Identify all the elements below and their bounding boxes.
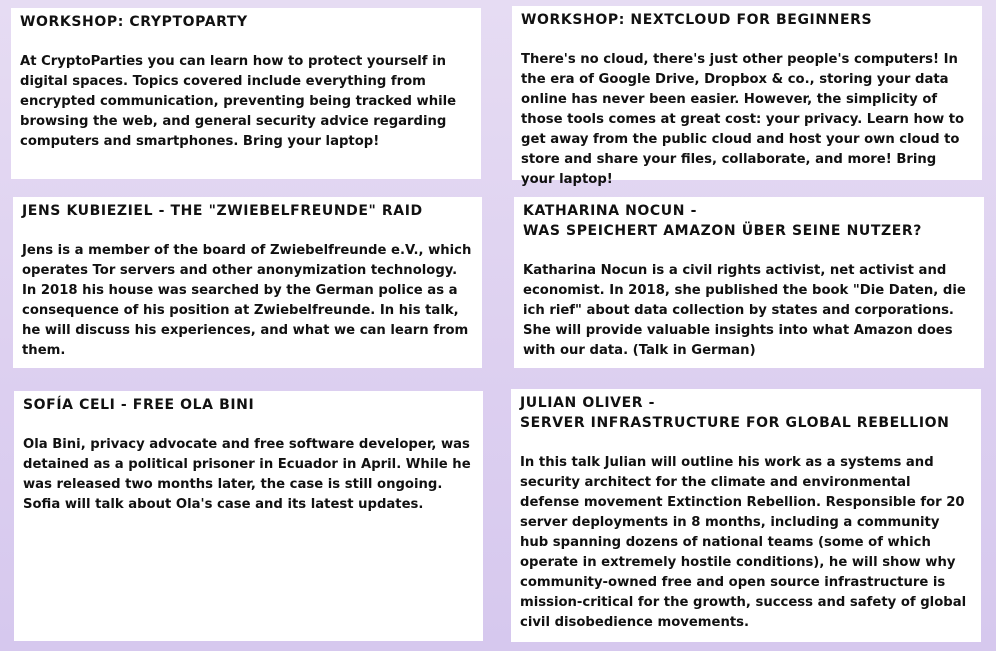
- event-description: There's no cloud, there's just other people's computers! In the era of Google Drive, Dropbox & co., storing your data online has never been easier. However, the simplicity of those tools comes at great cost: your privacy. Learn how to get away from the public cloud and host your own cloud to store and share your files, collaborate, and more! Bring your laptop!: [521, 52, 965, 187]
- event-card-ola-bini: [14, 391, 483, 641]
- event-description: Ola Bini, privacy advocate and free software developer, was detained as a political prisoner in Ecuador in April. While he was released two months later, the case is still ongoing. Sofia will talk about Ola's case and its latest updates.: [23, 437, 471, 512]
- event-title: JULIAN OLIVER - SERVER INFRASTRUCTURE FOR GLOBAL REBELLION: [520, 395, 950, 431]
- event-title: SOFÍA CELI - FREE OLA BINI: [23, 397, 255, 413]
- event-card-cryptoparty: [11, 8, 481, 179]
- event-card-zwiebelfreunde: [13, 197, 482, 368]
- event-title: JENS KUBIEZIEL - THE "ZWIEBELFREUNDE" RAID: [22, 203, 423, 219]
- event-card-global-rebellion: [511, 389, 981, 642]
- event-description: Katharina Nocun is a civil rights activist, net activist and economist. In 2018, she published the book "Die Daten, die ich rief" about data collection by states and corporations. She will provide valuable insights into what Amazon does with our data. (Talk in German): [523, 263, 966, 358]
- event-title: KATHARINA NOCUN - WAS SPEICHERT AMAZON ÜBER SEINE NUTZER?: [523, 203, 923, 239]
- event-description: In this talk Julian will outline his work as a systems and security architect for the climate and environmental defense movement Extinction Rebellion. Responsible for 20 server deployments in 8 months, including a community hub spanning dozens of national teams (some of which operate in extremely hostile conditions), he will show why community-owned free and open source infrastructure is mission-critical for the growth, success and safety of global civil disobedience movements.: [520, 455, 967, 630]
- event-card-amazon: [514, 197, 984, 368]
- event-title: WORKSHOP: CRYPTOPARTY: [20, 14, 248, 30]
- event-title: WORKSHOP: NEXTCLOUD FOR BEGINNERS: [521, 12, 873, 28]
- event-description: At CryptoParties you can learn how to protect yourself in digital spaces. Topics covered include everything from encrypted communication, preventing being tracked while browsing the web, and general security advice regarding computers and smartphones. Bring your laptop!: [20, 54, 457, 149]
- event-description: Jens is a member of the board of Zwiebelfreunde e.V., which operates Tor servers and other anonymization technology. In 2018 his house was searched by the German police as a consequence of his position at Zwiebelfreunde. In his talk, he will discuss his experiences, and what we can learn from them.: [22, 243, 472, 358]
- event-card-nextcloud: [512, 6, 982, 187]
